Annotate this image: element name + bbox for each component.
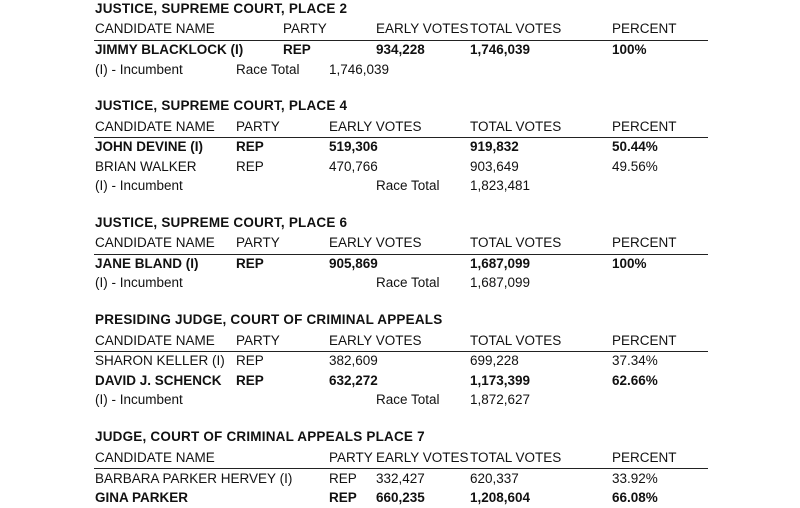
race-total-row	[0, 273, 800, 293]
header-percent: PERCENT	[612, 450, 677, 465]
table-row	[0, 137, 800, 157]
incumbent-footnote: (I) - Incumbent	[95, 392, 183, 407]
header-candidate: CANDIDATE NAME	[95, 333, 215, 348]
race-total-row	[0, 60, 800, 80]
race-total-label: Race Total	[376, 392, 440, 407]
header-early-votes: EARLY VOTES	[376, 21, 469, 36]
candidate-name: BARBARA PARKER HERVEY (I)	[95, 471, 293, 486]
early-votes: 382,609	[329, 353, 378, 368]
race-title: JUSTICE, SUPREME COURT, PLACE 2	[95, 1, 348, 16]
race-total-value: 1,823,481	[470, 178, 531, 193]
total-votes: 620,337	[470, 471, 519, 486]
header-party: PARTY	[236, 119, 280, 134]
race-total-label: Race Total	[236, 62, 300, 77]
table-header	[0, 233, 800, 253]
candidate-party: REP	[329, 471, 357, 486]
total-votes: 1,687,099	[470, 256, 531, 271]
table-row	[0, 254, 800, 274]
early-votes: 470,766	[329, 159, 378, 174]
candidate-party: REP	[236, 139, 264, 154]
total-votes: 699,228	[470, 353, 519, 368]
candidate-name: JANE BLAND (I)	[95, 256, 199, 271]
early-votes: 632,272	[329, 373, 378, 388]
early-votes: 519,306	[329, 139, 378, 154]
early-votes: 905,869	[329, 256, 378, 271]
candidate-party: REP	[236, 159, 264, 174]
table-row	[0, 157, 800, 177]
table-row	[0, 488, 800, 508]
candidate-party: REP	[329, 490, 357, 505]
race-total-row	[0, 176, 800, 196]
race-title: JUSTICE, SUPREME COURT, PLACE 4	[95, 98, 348, 113]
table-header	[0, 331, 800, 351]
percent: 49.56%	[612, 159, 658, 174]
early-votes: 934,228	[376, 42, 425, 57]
table-row	[0, 469, 800, 489]
candidate-party: REP	[283, 42, 311, 57]
table-row	[0, 351, 800, 371]
race-total-row	[0, 390, 800, 410]
header-percent: PERCENT	[612, 235, 677, 250]
candidate-name: JIMMY BLACKLOCK (I)	[95, 42, 244, 57]
header-early-votes: EARLY VOTES	[329, 119, 422, 134]
race-total-value: 1,687,099	[470, 275, 531, 290]
candidate-name: SHARON KELLER (I)	[95, 353, 225, 368]
header-total-votes: TOTAL VOTES	[470, 235, 562, 250]
race-total-label: Race Total	[376, 275, 440, 290]
header-percent: PERCENT	[612, 21, 677, 36]
table-row	[0, 40, 800, 60]
header-party: PARTY	[236, 235, 280, 250]
header-candidate: CANDIDATE NAME	[95, 119, 215, 134]
header-percent: PERCENT	[612, 119, 677, 134]
header-total-votes: TOTAL VOTES	[470, 21, 562, 36]
header-party: PARTY	[329, 450, 373, 465]
header-early-votes: EARLY VOTES	[329, 235, 422, 250]
total-votes: 1,173,399	[470, 373, 531, 388]
header-party: PARTY	[283, 21, 327, 36]
incumbent-footnote: (I) - Incumbent	[95, 178, 183, 193]
percent: 100%	[612, 42, 647, 57]
race-title: JUSTICE, SUPREME COURT, PLACE 6	[95, 215, 348, 230]
total-votes: 1,746,039	[470, 42, 531, 57]
table-header	[0, 448, 800, 468]
total-votes: 903,649	[470, 159, 519, 174]
header-candidate: CANDIDATE NAME	[95, 235, 215, 250]
candidate-party: REP	[236, 373, 264, 388]
total-votes: 919,832	[470, 139, 519, 154]
percent: 62.66%	[612, 373, 658, 388]
race-total-label: Race Total	[376, 178, 440, 193]
header-total-votes: TOTAL VOTES	[470, 450, 562, 465]
header-candidate: CANDIDATE NAME	[95, 450, 215, 465]
race-title: JUDGE, COURT OF CRIMINAL APPEALS PLACE 7	[95, 429, 425, 444]
candidate-name: JOHN DEVINE (I)	[95, 139, 204, 154]
table-row	[0, 371, 800, 391]
header-early-votes: EARLY VOTES	[329, 333, 422, 348]
table-header	[0, 117, 800, 137]
header-percent: PERCENT	[612, 333, 677, 348]
table-header	[0, 19, 800, 39]
header-party: PARTY	[236, 333, 280, 348]
percent: 100%	[612, 256, 647, 271]
header-total-votes: TOTAL VOTES	[470, 333, 562, 348]
header-total-votes: TOTAL VOTES	[470, 119, 562, 134]
early-votes: 332,427	[376, 471, 425, 486]
header-candidate: CANDIDATE NAME	[95, 21, 215, 36]
total-votes: 1,208,604	[470, 490, 531, 505]
candidate-party: REP	[236, 353, 264, 368]
race-title: PRESIDING JUDGE, COURT OF CRIMINAL APPEALS	[95, 312, 443, 327]
candidate-name: DAVID J. SCHENCK	[95, 373, 222, 388]
early-votes: 660,235	[376, 490, 425, 505]
race-total-value: 1,746,039	[329, 62, 390, 77]
candidate-name: BRIAN WALKER	[95, 159, 197, 174]
candidate-name: GINA PARKER	[95, 490, 189, 505]
percent: 37.34%	[612, 353, 658, 368]
candidate-party: REP	[236, 256, 264, 271]
race-total-value: 1,872,627	[470, 392, 531, 407]
incumbent-footnote: (I) - Incumbent	[95, 275, 183, 290]
percent: 66.08%	[612, 490, 658, 505]
header-early-votes: EARLY VOTES	[376, 450, 469, 465]
incumbent-footnote: (I) - Incumbent	[95, 62, 183, 77]
percent: 33.92%	[612, 471, 658, 486]
percent: 50.44%	[612, 139, 658, 154]
